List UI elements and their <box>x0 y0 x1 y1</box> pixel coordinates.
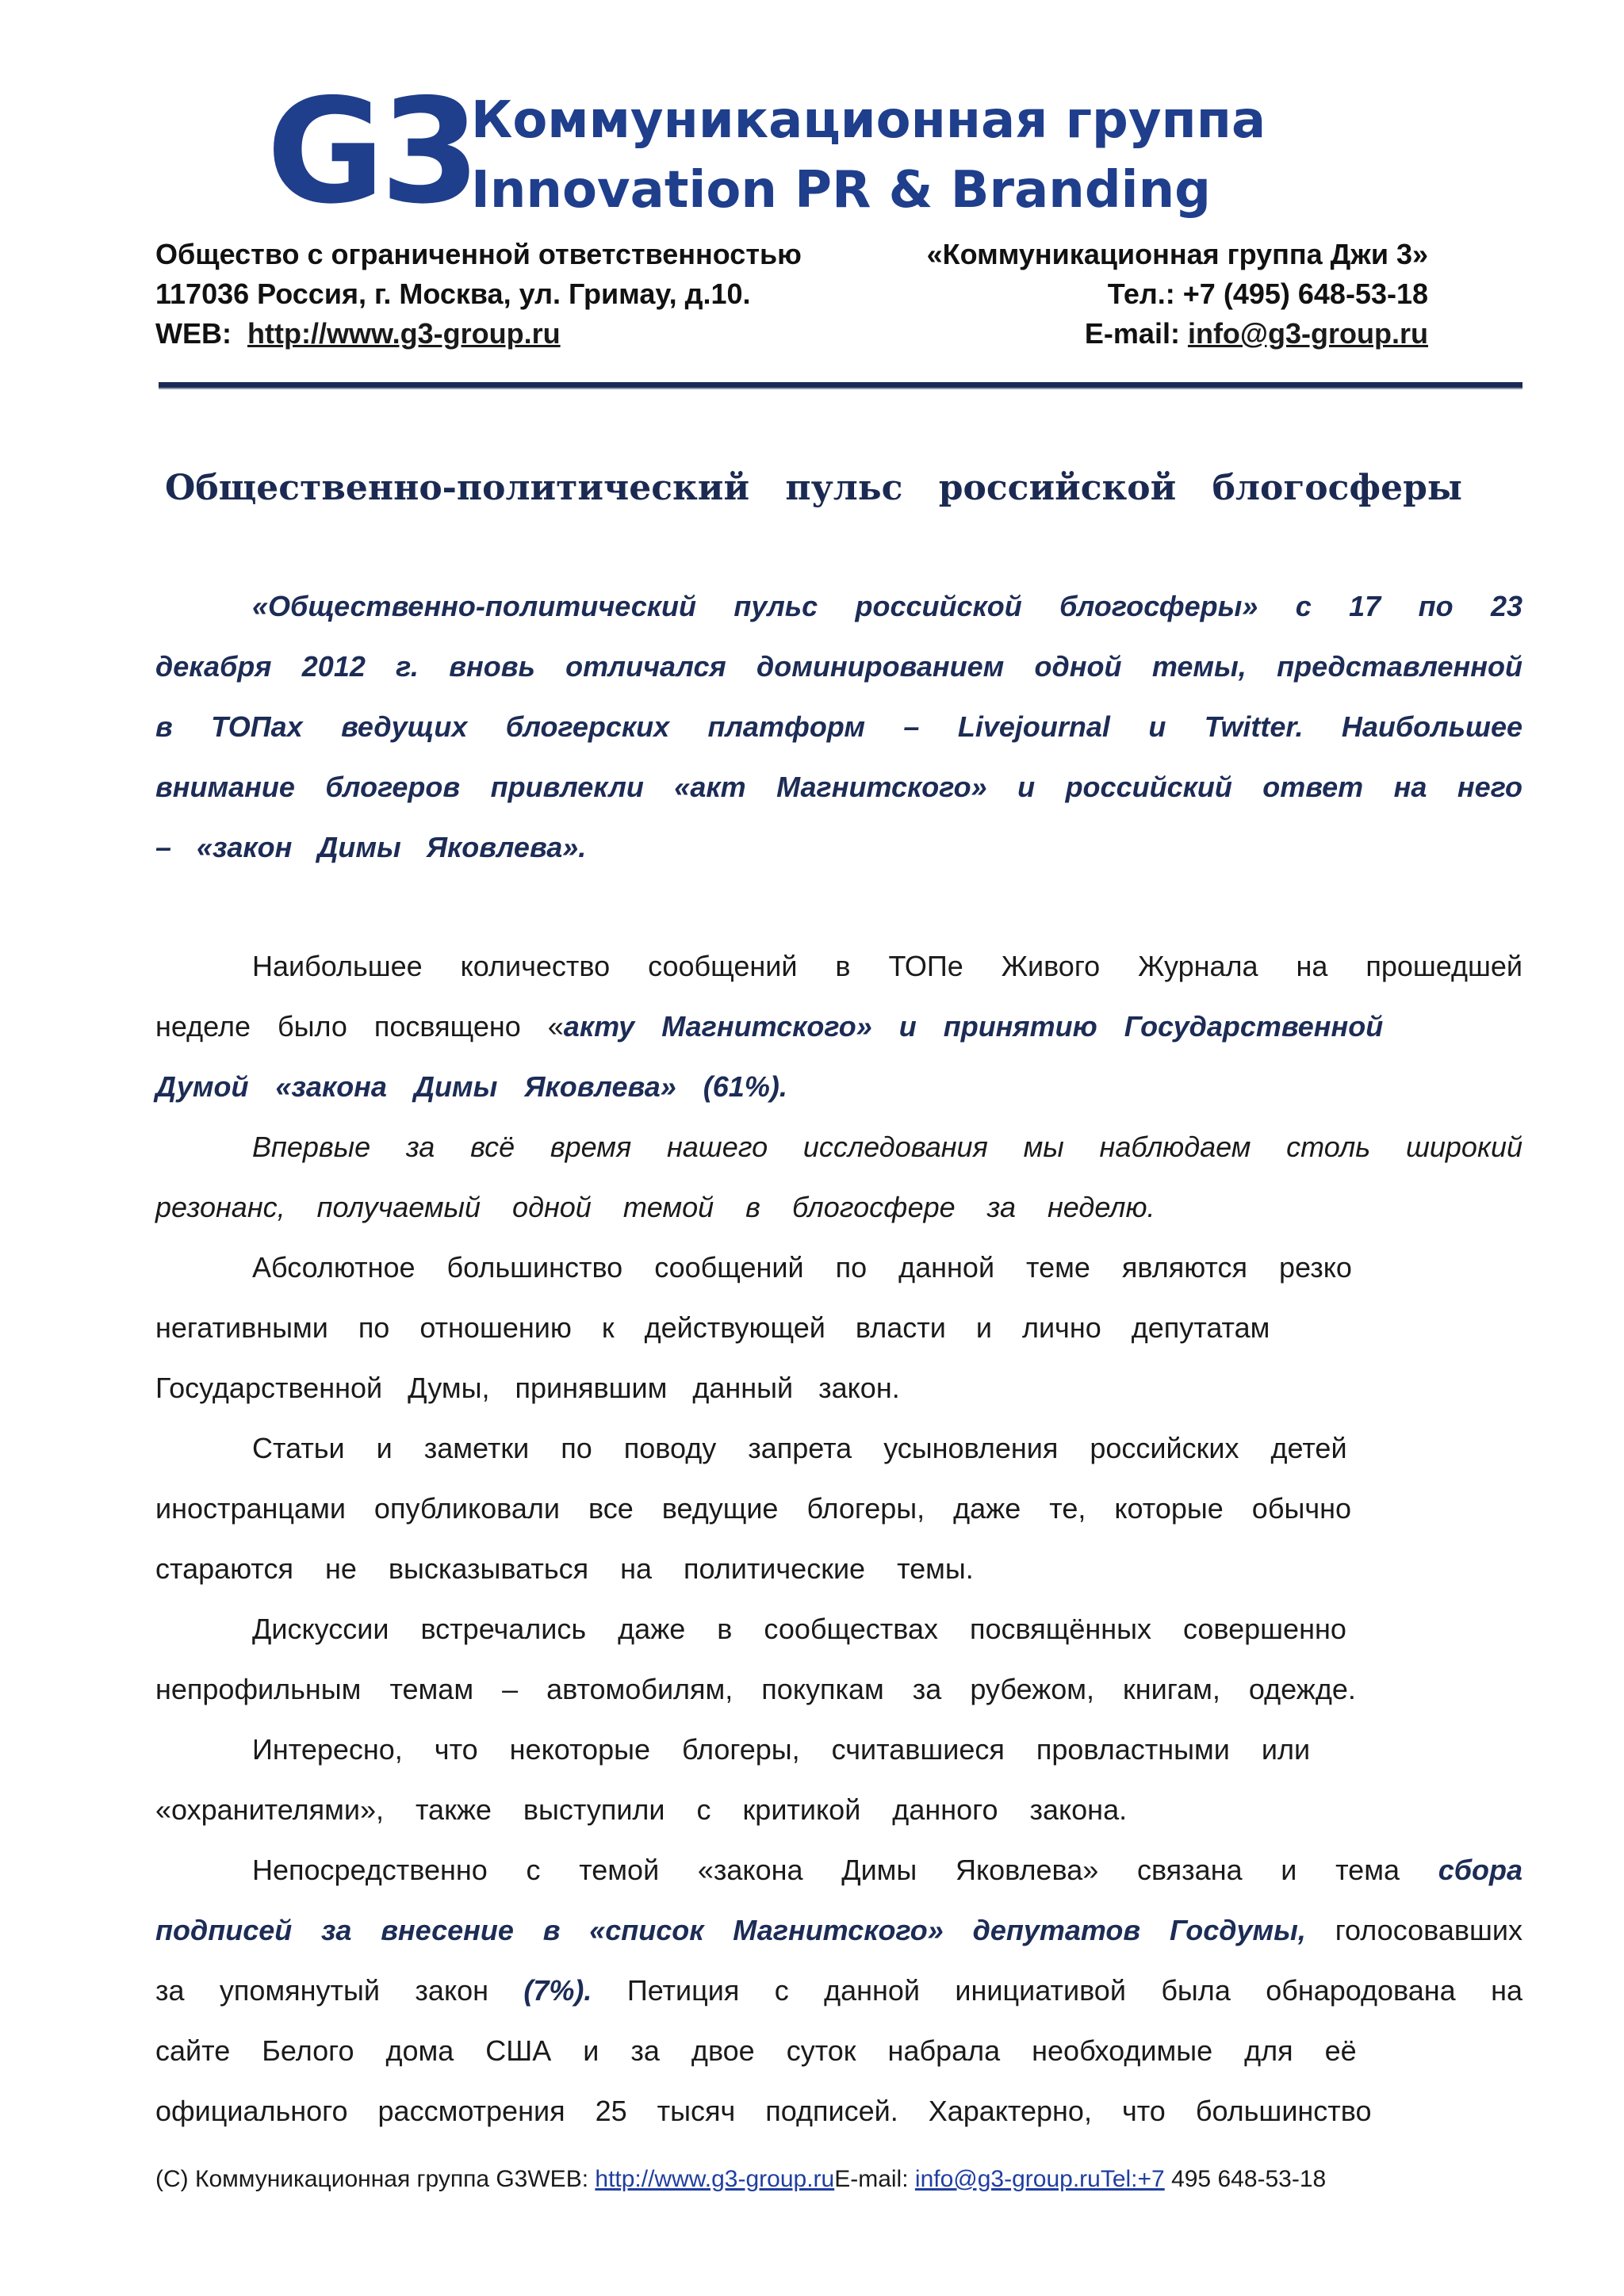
email-block <box>1085 317 1428 350</box>
email-label: E-mail: <box>1084 317 1180 350</box>
intro-line-2: декабря 2012 г. вновь отличался доминированием одной темы, представленной <box>155 650 1522 683</box>
p3-line-1: Абсолютное большинство сообщений по данной теме являются резко <box>252 1251 1352 1284</box>
document-title: Общественно-политический пульс российской блогосферы <box>165 468 1462 508</box>
footer-email-link[interactable]: info@g3-group.ruTel:+7 <box>914 2166 1165 2192</box>
web-block <box>155 317 561 350</box>
p1-line-2-text: неделе было посвящено « <box>155 1010 564 1043</box>
p4-line-2: иностранцами опубликовали все ведущие блогеры, даже те, которые обычно <box>155 1492 1351 1525</box>
p1-line-2 <box>155 1003 1522 1050</box>
p5-line-2: непрофильным темам – автомобилям, покупкам за рубежом, книгам, одежде. <box>155 1673 1356 1705</box>
org-address: 117036 Россия, г. Москва, ул. Гримау, д.10. <box>155 277 751 310</box>
p7-line-5: официального рассмотрения 25 тысяч подписей. Характерно, что большинство <box>155 2095 1372 2127</box>
p1-line-3: Думой «закона Димы Яковлева» (61%). <box>155 1070 787 1103</box>
p3-line-3: Государственной Думы, принявшим данный закон. <box>155 1372 900 1404</box>
p7-line-2-emph: подписей за внесение в «список Магнитского» депутатов Госдумы, <box>155 1914 1306 1946</box>
web-label: WEB: <box>155 317 232 350</box>
company-logo <box>266 67 1297 235</box>
p7-line-1-emph: сбора <box>1438 1854 1522 1886</box>
header-row-org <box>155 238 1428 277</box>
p1-line-2-emph: акту Магнитского» и принятию Государственной <box>563 1010 1384 1043</box>
p4-line-3: стараются не высказываться на политические темы. <box>155 1552 974 1585</box>
web-link[interactable]: http://www.g3-group.ru <box>247 317 561 350</box>
p7-line-1-text: Непосредственно с темой «закона Димы Яковлева» связана и тема <box>252 1854 1400 1886</box>
header-divider <box>159 382 1522 389</box>
p7-line-3-emph: (7%). <box>523 1974 592 2007</box>
footer-phone: 495 648-53-18 <box>1171 2166 1327 2192</box>
logo-tagline-ru: Коммуникационная группа <box>471 91 1266 150</box>
p5-line-1: Дискуссии встречались даже в сообществах посвящённых совершенно <box>252 1613 1346 1645</box>
email-link[interactable]: info@g3-group.ru <box>1187 317 1428 350</box>
p7-line-3 <box>155 1967 1522 2015</box>
intro-line-1: «Общественно-политический пульс российской блогосферы» с 17 по 23 <box>252 590 1522 622</box>
intro-line-5: – «закон Димы Яковлева». <box>155 831 587 863</box>
p7-line-3-text-b: Петиция с данной инициативой была обнародована на <box>626 1974 1522 2007</box>
intro-line-4: внимание блогеров привлекли «акт Магнитского» и российский ответ на него <box>155 771 1522 803</box>
logo-mark: G3 <box>266 67 477 235</box>
p1-line-1: Наибольшее количество сообщений в ТОПе Живого Журнала на прошедшей <box>252 950 1522 982</box>
p7-line-3-text-a: за упомянутый закон <box>155 1974 489 2007</box>
intro-line-3: в ТОПах ведущих блогерских платформ – Livejournal и Twitter. Наибольшее <box>155 710 1522 743</box>
org-phone: Тел.: +7 (495) 648-53-18 <box>1107 277 1428 310</box>
p7-line-2-text: голосовавших <box>1335 1914 1522 1946</box>
header-row-web <box>155 317 1428 357</box>
p4-line-1: Статьи и заметки по поводу запрета усыновления российских детей <box>252 1432 1347 1464</box>
page-footer <box>155 2166 1583 2193</box>
footer-email-label: E-mail: <box>834 2166 909 2192</box>
p7-line-2 <box>155 1907 1522 1954</box>
logo-tagline-en: Innovation PR & Branding <box>471 161 1211 220</box>
p3-line-2: негативными по отношению к действующей власти и лично депутатам <box>155 1311 1270 1344</box>
p6-line-2: «охранителями», также выступили с критикой данного закона. <box>155 1793 1128 1826</box>
p2-line-2: резонанс, получаемый одной темой в блогосфере за неделю. <box>155 1191 1155 1223</box>
footer-copyright: (C) Коммуникационная группа G3WEB: <box>155 2166 589 2192</box>
p2-line-1: Впервые за всё время нашего исследования мы наблюдаем столь широкий <box>252 1131 1522 1163</box>
p7-line-4: сайте Белого дома США и за двое суток набрала необходимые для её <box>155 2034 1357 2067</box>
org-name: «Коммуникационная группа Джи 3» <box>926 238 1428 270</box>
p6-line-1: Интересно, что некоторые блогеры, считавшиеся провластными или <box>252 1733 1311 1766</box>
org-type: Общество с ограниченной ответственностью <box>155 238 802 270</box>
footer-web-link[interactable]: http://www.g3-group.ru <box>595 2166 835 2192</box>
header-row-address <box>155 277 1428 317</box>
p7-line-1 <box>252 1846 1522 1894</box>
